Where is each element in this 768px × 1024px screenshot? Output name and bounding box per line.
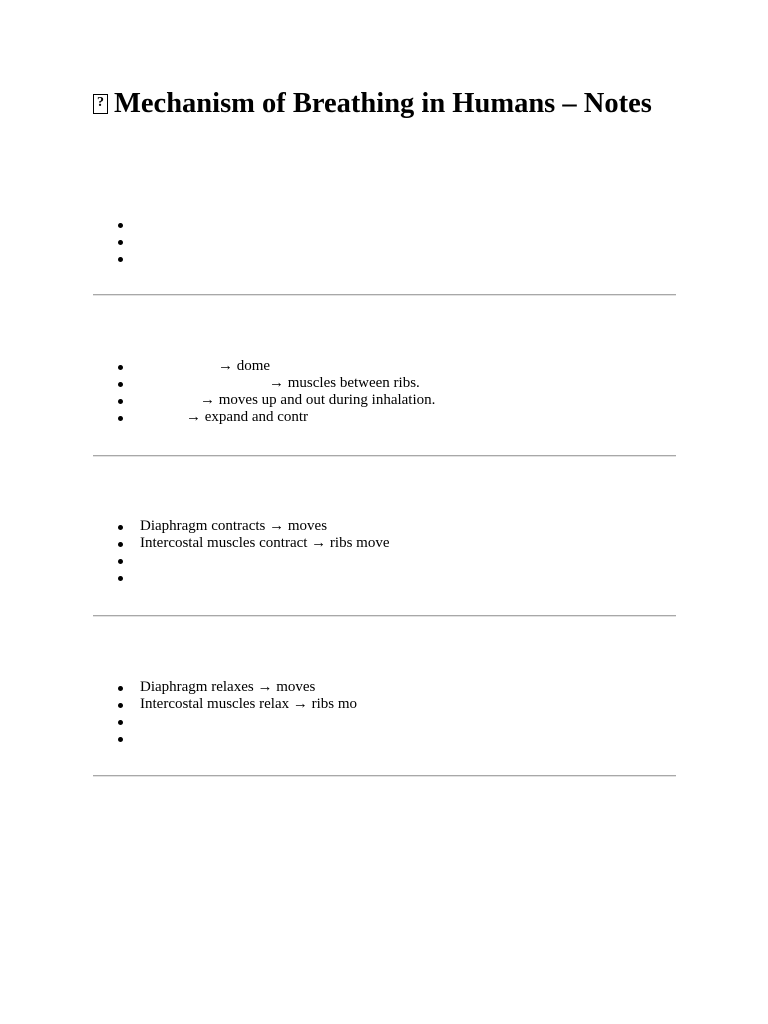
section-divider <box>93 775 676 777</box>
list-item: Diaphragm relaxes → moves <box>93 679 676 696</box>
list-item <box>93 233 676 250</box>
list-item <box>93 216 676 233</box>
list-item: Intercostal muscles contract → ribs move <box>93 535 676 552</box>
list-item <box>93 552 676 569</box>
section-3-list <box>93 518 676 586</box>
page-title <box>93 86 653 121</box>
list-item <box>93 569 676 586</box>
list-item <box>93 730 676 747</box>
missing-glyph-icon <box>93 94 108 114</box>
list-item: → expand and contr <box>93 409 676 426</box>
list-item: Intercostal muscles relax → ribs mo <box>93 696 676 713</box>
list-item: Diaphragm contracts → moves <box>93 518 676 535</box>
list-item: → dome <box>93 358 676 375</box>
section-1-list <box>93 216 676 267</box>
section-divider <box>93 294 676 296</box>
list-item <box>93 250 676 267</box>
section-divider <box>93 455 676 457</box>
list-item: → muscles between ribs. <box>93 375 676 392</box>
section-2-list <box>93 358 676 426</box>
page-title-text: Mechanism of Breathing in Humans – Notes <box>114 88 652 119</box>
list-item: → moves up and out during inhalation. <box>93 392 676 409</box>
section-4-list <box>93 679 676 747</box>
section-divider <box>93 615 676 617</box>
list-item <box>93 713 676 730</box>
